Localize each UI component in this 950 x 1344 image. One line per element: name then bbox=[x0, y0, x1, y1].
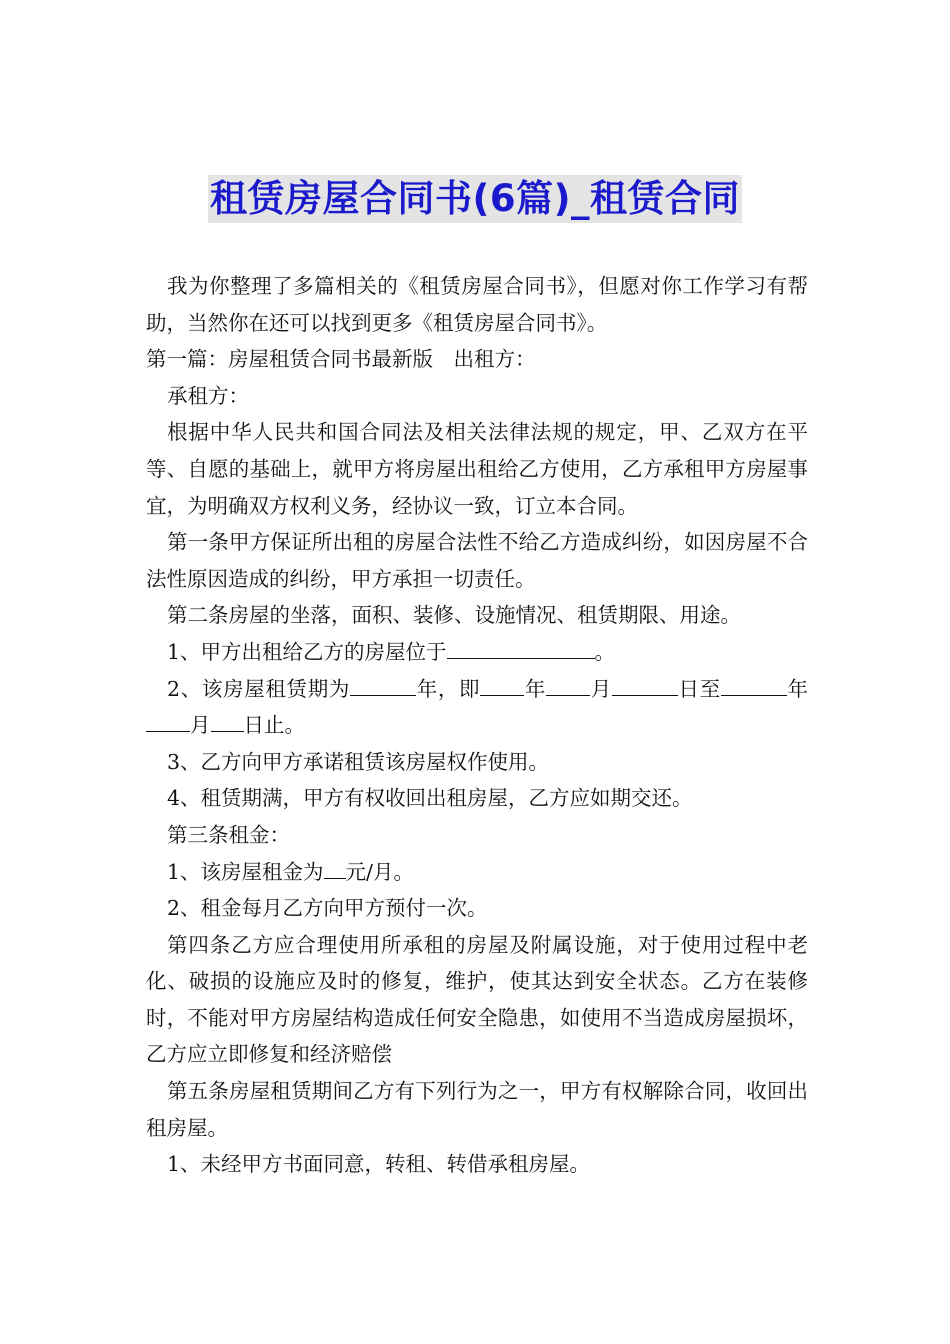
item-text: 日止。 bbox=[243, 713, 305, 738]
blank-field bbox=[546, 671, 590, 696]
article-5-paragraph: 第五条房屋租赁期间乙方有下列行为之一，甲方有权解除合同，收回出租房屋。 bbox=[146, 1079, 808, 1140]
item-text: 1、甲方出租给乙方的房屋位于 bbox=[167, 639, 447, 664]
item-text: 日至 bbox=[677, 676, 721, 701]
article-3-item-1 bbox=[146, 854, 808, 891]
article-1-paragraph: 第一条甲方保证所出租的房屋合法性不给乙方造成纠纷，如因房屋不合法性原因造成的纠纷，甲方承担一切责任。 bbox=[146, 530, 808, 591]
document-body bbox=[146, 268, 808, 1183]
preamble-paragraph: 根据中华人民共和国合同法及相关法律法规的规定，甲、乙双方在平等、自愿的基础上，就甲方将房屋出租给乙方使用，乙方承租甲方房屋事宜，为明确双方权利义务，经协议一致，订立本合同。 bbox=[146, 420, 808, 518]
article-3-heading: 第三条租金： bbox=[167, 822, 290, 847]
document-title: 租赁房屋合同书(6篇)_租赁合同 bbox=[208, 175, 742, 223]
item-text: 2、该房屋租赁期为 bbox=[167, 676, 351, 701]
item-text: 。 bbox=[594, 639, 616, 664]
blank-field bbox=[480, 671, 524, 696]
article-4-paragraph: 第四条乙方应合理使用所承租的房屋及附属设施，对于使用过程中老化、破损的设施应及时的修复，维护，使其达到安全状态。乙方在装修时，不能对甲方房屋结构造成任何安全隐患，如使用不当造成房屋损坏，乙方应立即修复和经济赔偿 bbox=[146, 932, 808, 1067]
article-5-item-1: 1、未经甲方书面同意，转租、转借承租房屋。 bbox=[167, 1152, 591, 1177]
blank-field bbox=[146, 707, 190, 732]
article-2-item-2 bbox=[146, 671, 808, 744]
blank-field bbox=[324, 854, 346, 879]
item-text: 年，即 bbox=[416, 676, 481, 701]
article-2-item-4: 4、租赁期满，甲方有权收回出租房屋，乙方应如期交还。 bbox=[167, 786, 693, 811]
article-2-item-3: 3、乙方向甲方承诺租赁该房屋权作使用。 bbox=[167, 749, 550, 774]
item-text: 年 bbox=[524, 676, 547, 701]
lessee-line: 承租方： bbox=[167, 383, 249, 408]
article-2-heading: 第二条房屋的坐落，面积、装修、设施情况、租赁期限、用途。 bbox=[167, 603, 741, 628]
item-text: 元/月。 bbox=[345, 859, 414, 884]
title-container bbox=[0, 175, 950, 223]
blank-field bbox=[721, 671, 787, 696]
blank-field bbox=[350, 671, 416, 696]
item-text: 月 bbox=[190, 713, 211, 738]
item-text: 月 bbox=[590, 676, 612, 701]
section-heading: 第一篇：房屋租赁合同书最新版 出租方： bbox=[146, 347, 536, 372]
article-3-item-2: 2、租金每月乙方向甲方预付一次。 bbox=[167, 896, 488, 921]
intro-paragraph: 我为你整理了多篇相关的《租赁房屋合同书》，但愿对你工作学习有帮助，当然你在还可以找到更多《租赁房屋合同书》。 bbox=[146, 274, 808, 335]
blank-field bbox=[211, 707, 244, 732]
item-text: 年 bbox=[786, 676, 809, 701]
article-2-item-1 bbox=[146, 634, 808, 671]
item-text: 1、该房屋租金为 bbox=[167, 859, 324, 884]
blank-field bbox=[612, 671, 678, 696]
blank-field bbox=[447, 634, 595, 659]
